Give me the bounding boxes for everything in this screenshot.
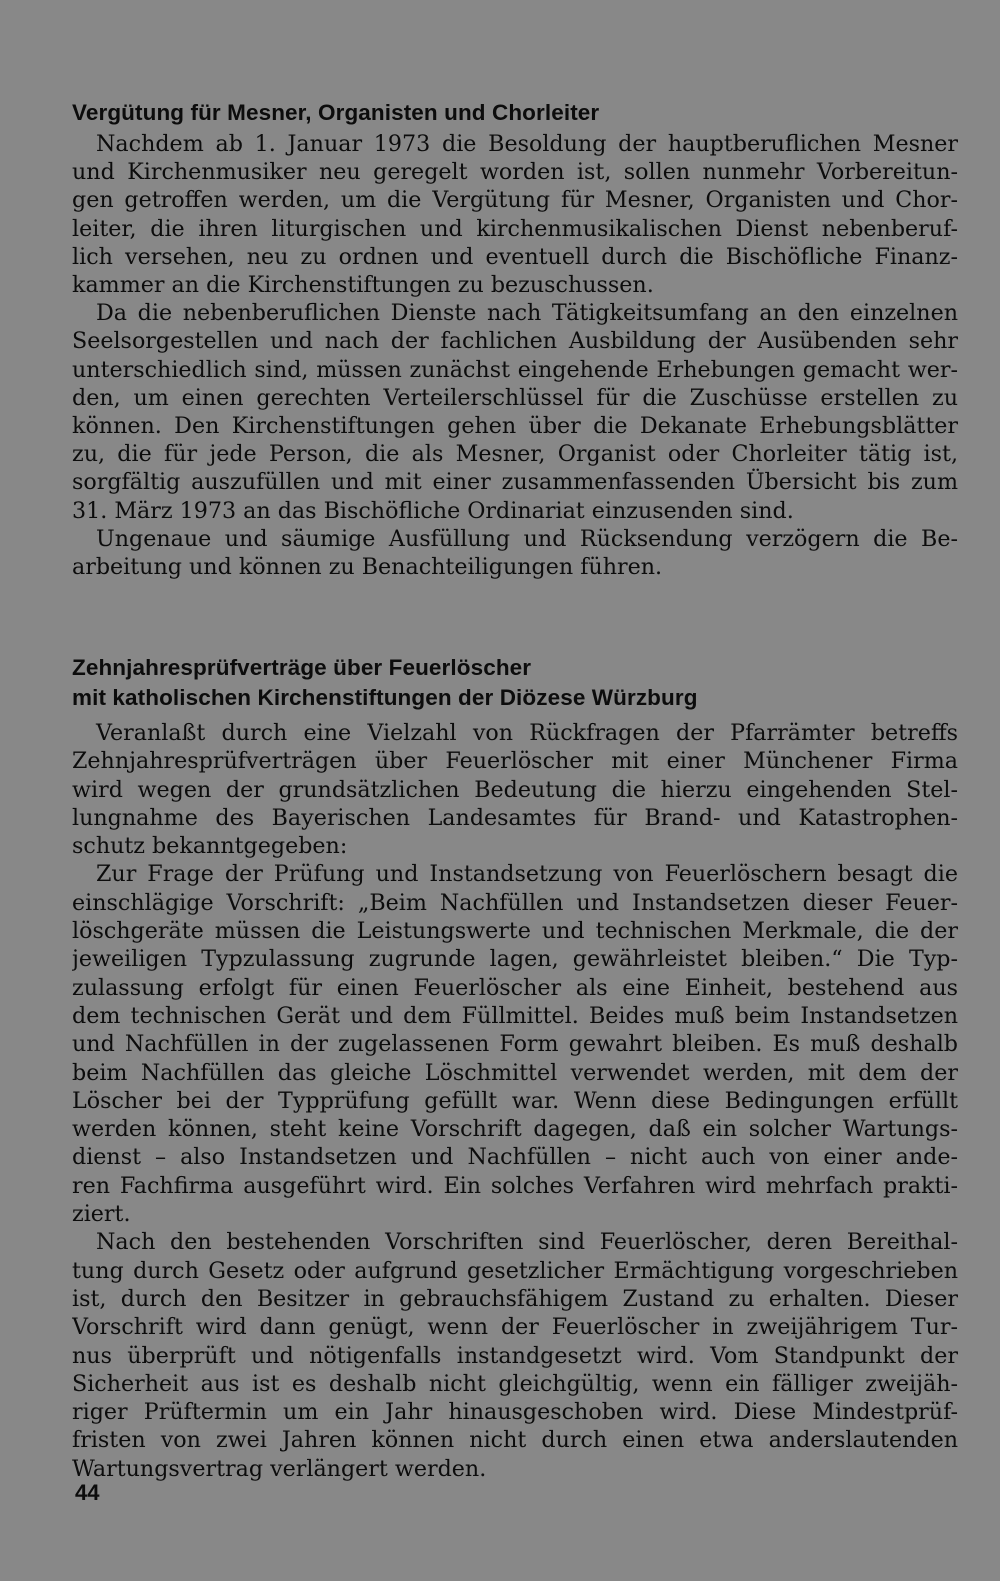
section-feuerloescher: [72, 653, 958, 1483]
paragraph-line: Nach den bestehenden Vorschriften sind Feuerlöscher, deren Bereithal-: [96, 1229, 958, 1256]
paragraph-line: unterschiedlich sind, müssen zunächst eingehende Erhebungen gemacht wer-: [72, 356, 958, 383]
paragraph-line: einschlägige Vorschrift: „Beim Nachfüllen und Instandsetzen dieser Feuer-: [72, 889, 958, 916]
paragraph-line: ist, durch den Besitzer in gebrauchsfähigem Zustand zu erhalten. Dieser: [72, 1285, 958, 1312]
paragraph-line: Löscher bei der Typprüfung gefüllt war. Wenn diese Bedingungen erfüllt: [72, 1087, 958, 1114]
paragraph-line: und Nachfüllen in der zugelassenen Form gewahrt bleiben. Es muß deshalb: [72, 1031, 958, 1058]
section-heading-line: Zehnjahresprüfverträge über Feuerlöscher: [72, 655, 532, 680]
paragraph-line: können. Den Kirchenstiftungen gehen über die Dekanate Erhebungsblätter: [72, 413, 958, 440]
paragraph-line: dem technischen Gerät und dem Füllmittel. Beides muß beim Instandsetzen: [72, 1002, 958, 1029]
paragraph-line: Zur Frage der Prüfung und Instandsetzung von Feuerlöschern besagt die: [96, 861, 958, 888]
section-heading-line: mit katholischen Kirchenstiftungen der Diözese Würzburg: [72, 685, 698, 710]
paragraph-line: lungnahme des Bayerischen Landesamtes für Brand- und Katastrophen-: [72, 804, 958, 831]
paragraph-line: fristen von zwei Jahren können nicht durch einen etwa anderslautenden: [72, 1427, 958, 1454]
paragraph-line: Da die nebenberuflichen Dienste nach Tätigkeitsumfang an den einzelnen: [96, 300, 958, 327]
paragraph-line: Veranlaßt durch eine Vielzahl von Rückfragen der Pfarrämter betreffs: [96, 720, 958, 746]
paragraph-line: riger Prüftermin um ein Jahr hinausgeschoben wird. Diese Mindestprüf-: [72, 1399, 958, 1426]
paragraph-line: sorgfältig auszufüllen und mit einer zusammenfassenden Übersicht bis zum: [72, 469, 958, 496]
section-body: [72, 130, 958, 581]
paragraph-line: dienst – also Instandsetzen und Nachfüllen – nicht auch von einer ande-: [72, 1144, 958, 1171]
paragraph-line: Zehnjahresprüfverträgen über Feuerlöscher mit einer Münchener Firma: [72, 748, 958, 775]
paragraph-line: löschgeräte müssen die Leistungswerte und technischen Merkmale, die der: [72, 918, 958, 945]
paragraph-line: Ungenaue und säumige Ausfüllung und Rücksendung verzögern die Be-: [96, 525, 958, 552]
section-body: [72, 719, 958, 1483]
paragraph-line: kammer an die Kirchenstiftungen zu bezuschussen.: [72, 272, 654, 299]
paragraph-line: arbeitung und können zu Benachteiligungen führen.: [72, 554, 663, 581]
page-number: 44: [75, 1480, 100, 1505]
paragraph-line: werden können, steht keine Vorschrift dagegen, daß ein solcher Wartungs-: [72, 1116, 958, 1143]
paragraph-line: jeweiligen Typzulassung zugrunde lagen, gewährleistet bleiben.“ Die Typ-: [72, 946, 958, 973]
paragraph-line: nus überprüft und nötigenfalls instandgesetzt wird. Vom Standpunkt der: [72, 1342, 958, 1369]
paragraph-line: ren Fachfirma ausgeführt wird. Ein solches Verfahren wird mehrfach prakti-: [72, 1172, 958, 1199]
paragraph-line: gen getroffen werden, um die Vergütung für Mesner, Organisten und Chor-: [72, 187, 958, 214]
paragraph-line: wird wegen der grundsätzlichen Bedeutung die hierzu eingehenden Stel-: [72, 776, 958, 803]
section-heading: Vergütung für Mesner, Organisten und Chorleiter: [72, 100, 600, 125]
paragraph-line: schutz bekanntgegeben:: [72, 833, 348, 860]
paragraph-line: Vorschrift wird dann genügt, wenn der Feuerlöscher in zweijährigem Tur-: [72, 1314, 958, 1341]
paragraph-line: zu, die für jede Person, die als Mesner, Organist oder Chorleiter tätig ist,: [72, 441, 958, 468]
paragraph-line: leiter, die ihren liturgischen und kirchenmusikalischen Dienst nebenberuf-: [72, 215, 958, 242]
paragraph-line: und Kirchenmusiker neu geregelt worden ist, sollen nunmehr Vorbereitun-: [72, 159, 958, 186]
paragraph-line: Seelsorgestellen und nach der fachlichen Ausbildung der Ausübenden sehr: [72, 328, 958, 355]
paragraph-line: lich versehen, neu zu ordnen und eventuell durch die Bischöfliche Finanz-: [72, 243, 958, 270]
section-mesner-verguetung: [72, 98, 958, 581]
paragraph-line: tung durch Gesetz oder aufgrund gesetzlicher Ermächtigung vorgeschrieben: [72, 1257, 958, 1284]
paragraph-line: den, um einen gerechten Verteilerschlüssel für die Zuschüsse erstellen zu: [72, 384, 958, 411]
paragraph-line: 31. März 1973 an das Bischöfliche Ordinariat einzusenden sind.: [72, 497, 794, 524]
paragraph-line: ziert.: [72, 1201, 131, 1228]
section-heading: [72, 653, 958, 713]
paragraph-line: beim Nachfüllen das gleiche Löschmittel verwendet werden, mit dem der: [72, 1059, 958, 1086]
paragraph-line: zulassung erfolgt für einen Feuerlöscher als eine Einheit, bestehend aus: [72, 974, 958, 1001]
paragraph-line: Nachdem ab 1. Januar 1973 die Besoldung der hauptberuflichen Mesner: [96, 131, 958, 157]
paragraph-line: Wartungsvertrag verlängert werden.: [72, 1455, 487, 1482]
paragraph-line: Sicherheit aus ist es deshalb nicht gleichgültig, wenn ein fälliger zweijäh-: [72, 1370, 958, 1397]
